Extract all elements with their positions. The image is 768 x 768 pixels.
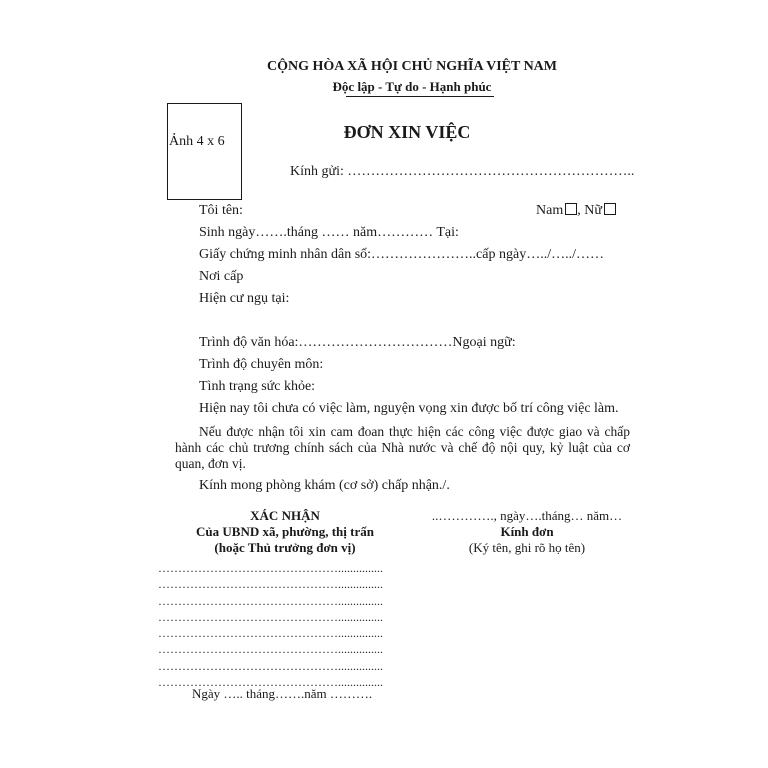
dotted-line: ………………………………………...............: [158, 593, 383, 608]
field-residence: Hiện cư ngụ tại:: [199, 291, 290, 306]
dotted-line: ………………………………………...............: [158, 675, 383, 690]
field-education: Trình độ văn hóa:……………………………Ngoại ngữ:: [199, 335, 516, 350]
document-title: ĐƠN XIN VIỆC: [343, 122, 471, 142]
gender-male-checkbox[interactable]: [565, 203, 577, 215]
photo-placeholder-box: [167, 103, 242, 200]
field-issued-at: Nơi cấp: [199, 269, 244, 284]
body-paragraph: Nếu được nhận tôi xin cam đoan thực hiện các công việc được giao và chấp hành các chủ trương chính sách của Nhà nước và chế độ nội quy, kỷ luật của cơ quan, đơn vị.: [175, 424, 630, 471]
dotted-line: ………………………………………...............: [158, 658, 383, 673]
gender-options: [536, 203, 616, 219]
field-birth: Sinh ngày…….tháng …… năm………… Tại:: [199, 225, 459, 240]
gender-female-checkbox[interactable]: [604, 203, 616, 215]
confirm-line2: Của UBND xã, phường, thị trấn: [196, 524, 374, 539]
dotted-line: ………………………………………...............: [158, 577, 383, 592]
gender-male-label: Nam: [536, 203, 564, 218]
confirm-line3: (hoặc Thủ trưởng đơn vị): [214, 540, 356, 555]
dotted-line: ………………………………………...............: [158, 609, 383, 624]
motto-underline: [346, 96, 494, 97]
dotted-line: ………………………………………...............: [158, 626, 383, 641]
photo-label: Ảnh 4 x 6: [169, 134, 225, 149]
sign-note: (Ký tên, ghi rõ họ tên): [468, 540, 586, 555]
nation-header: CỘNG HÒA XÃ HỘI CHỦ NGHĨA VIỆT NAM: [266, 59, 558, 74]
field-id-card: Giấy chứng minh nhân dân số:…………………..cấp ngày…../…../……: [199, 247, 604, 262]
field-health: Tình trạng sức khỏe:: [199, 379, 316, 394]
sign-date: ..…………., ngày….tháng… năm…: [431, 508, 623, 523]
motto: Độc lập - Tự do - Hạnh phúc: [332, 79, 492, 94]
body-closing: Kính mong phòng khám (cơ sở) chấp nhận./.: [199, 478, 450, 493]
confirm-dotted-lines: [158, 560, 383, 690]
dotted-line: ………………………………………...............: [158, 642, 383, 657]
field-name: Tôi tên:: [199, 203, 243, 218]
recipient-line: Kính gửi: ……………………………………………………..: [290, 164, 635, 179]
dotted-line: ………………………………………...............: [158, 561, 383, 575]
body-line1: Hiện nay tôi chưa có việc làm, nguyện vọng xin được bố trí công việc làm.: [199, 401, 619, 416]
gender-female-label: , Nữ: [577, 203, 602, 218]
confirm-title: XÁC NHẬN: [250, 508, 320, 523]
sign-title: Kính đơn: [500, 524, 554, 539]
field-specialty: Trình độ chuyên môn:: [199, 357, 324, 372]
confirm-date: Ngày ….. tháng…….năm ……….: [192, 686, 373, 701]
